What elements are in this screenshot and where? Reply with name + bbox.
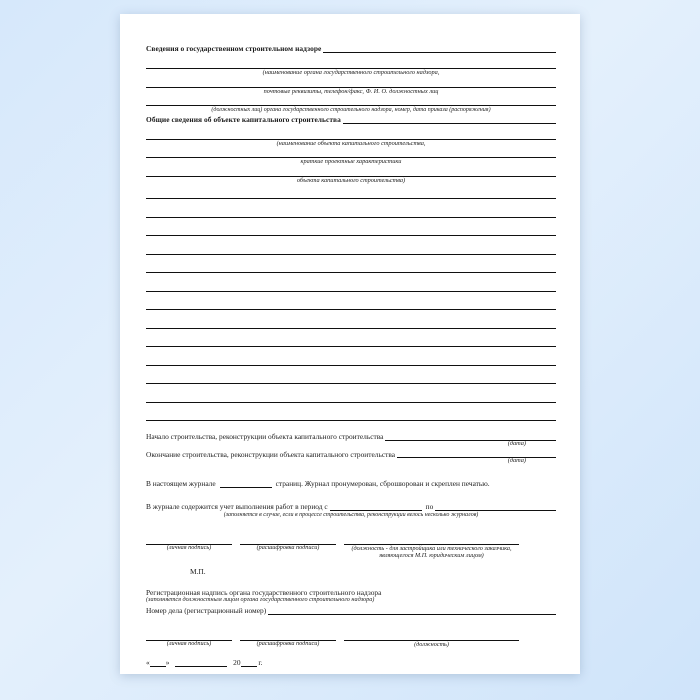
footer-day-input[interactable] [150,658,166,667]
signature-field-position-1[interactable] [344,535,519,545]
footer-quote-open: « [146,658,150,667]
mp-stamp-label: М.П. [190,566,206,576]
signature-caption-position-1 [344,545,519,559]
journal-pages-row [146,479,556,488]
signature-caption-position-line1: (должность - для застройщика или технического заказчика, [351,545,512,553]
journal-pages-text-2: страниц. Журнал пронумерован, сброшюрован и скреплен печатью. [275,479,490,489]
supervision-fill-4[interactable] [146,96,556,106]
footer-year-prefix: 20 [233,658,241,667]
start-date-row [146,432,556,441]
start-date-label: Начало строительства, реконструкции объекта капитального строительства [146,432,384,442]
journal-period-text-1: В журнале содержится учет выполнения работ в период с [146,502,328,512]
blank-line[interactable] [146,337,556,347]
case-number-row [146,606,556,615]
start-date-field[interactable] [385,432,556,441]
end-date-field[interactable] [397,449,556,458]
blank-line[interactable] [146,245,556,255]
end-date-caption: (дата) [507,457,526,465]
supervision-fill-3[interactable] [146,78,556,88]
journal-pages-text-1: В настоящем журнале [146,479,216,489]
journal-period-row [146,502,556,511]
signature-caption-position-2: (должность) [414,640,449,648]
blank-line[interactable] [146,356,556,366]
blank-line[interactable] [146,226,556,236]
journal-period-to[interactable] [435,502,556,511]
blank-line[interactable] [146,374,556,384]
footer-year-input[interactable] [241,658,257,667]
supervision-heading: Сведения о государственном строительном надзоре [146,44,322,54]
journal-period-text-2: по [425,502,434,512]
supervision-caption-2: почтовые реквизиты, телефон/факс, Ф. И. О. должностных лиц [263,87,439,95]
blank-line[interactable] [146,189,556,199]
object-fill-3[interactable] [146,148,556,158]
end-date-row [146,449,556,458]
blank-line[interactable] [146,208,556,218]
footer-month-input[interactable] [175,658,227,667]
object-caption-1: (наименование объекта капитального строительства, [276,139,426,147]
document-page [120,14,580,674]
blank-line[interactable] [146,319,556,329]
journal-pages-input[interactable] [220,479,272,488]
footer-year-suffix: г. [258,658,263,667]
blank-line[interactable] [146,282,556,292]
object-caption-2: краткие проектные характеристики [300,158,402,166]
signature-captions-1 [146,545,556,559]
registration-caption: (заполняется должностным лицом органа государственного строительного надзора) [146,596,375,604]
signature-caption-personal-1: (личная подпись) [166,544,212,552]
journal-period-caption: (заполняется в случае, если в процессе строительства, реконструкции велось несколько журналов) [223,512,479,519]
document-body [146,44,556,667]
footer-quote-close: » [165,658,170,667]
object-fill-2[interactable] [146,130,556,140]
footer-date-row [146,648,556,667]
blank-line[interactable] [146,263,556,273]
object-fill-1[interactable] [343,115,556,124]
blank-line[interactable] [146,393,556,403]
start-date-caption: (дата) [507,439,526,447]
signature-caption-decoding-1: (расшифровка подписи) [256,544,320,552]
object-fill-4[interactable] [146,167,556,177]
journal-period-from[interactable] [330,502,422,511]
supervision-heading-row [146,44,556,53]
supervision-caption-3: (должностных лиц) органа государственного строительного надзора, номер, дата приказа (распоряжения) [211,107,491,114]
end-date-label: Окончание строительства, реконструкции объекта капитального строительства [146,449,396,459]
blank-line[interactable] [146,300,556,310]
case-number-label: Номер дела (регистрационный номер) [146,605,267,615]
object-caption-3: объекта капитального строительства) [296,176,406,184]
registration-heading: Регистрационная надпись органа государственного строительного надзора [146,588,382,598]
signature-caption-personal-2: (личная подпись) [166,639,212,647]
blank-writing-lines [146,189,556,421]
supervision-caption-1: (наименование органа государственного строительного надзора, [262,69,440,76]
supervision-fill-2[interactable] [146,59,556,69]
object-heading: Общие сведения об объекте капитального строительства [146,114,341,124]
blank-line[interactable] [146,411,556,421]
supervision-fill-1[interactable] [323,44,556,53]
signature-caption-decoding-2: (расшифровка подписи) [256,639,320,647]
signature-field-position-2[interactable] [344,631,519,641]
signature-captions-2 [146,641,556,648]
case-number-field[interactable] [268,606,556,615]
signature-caption-position-line2: являющегося М.П. юридическим лицом) [379,552,484,560]
object-heading-row [146,115,556,124]
